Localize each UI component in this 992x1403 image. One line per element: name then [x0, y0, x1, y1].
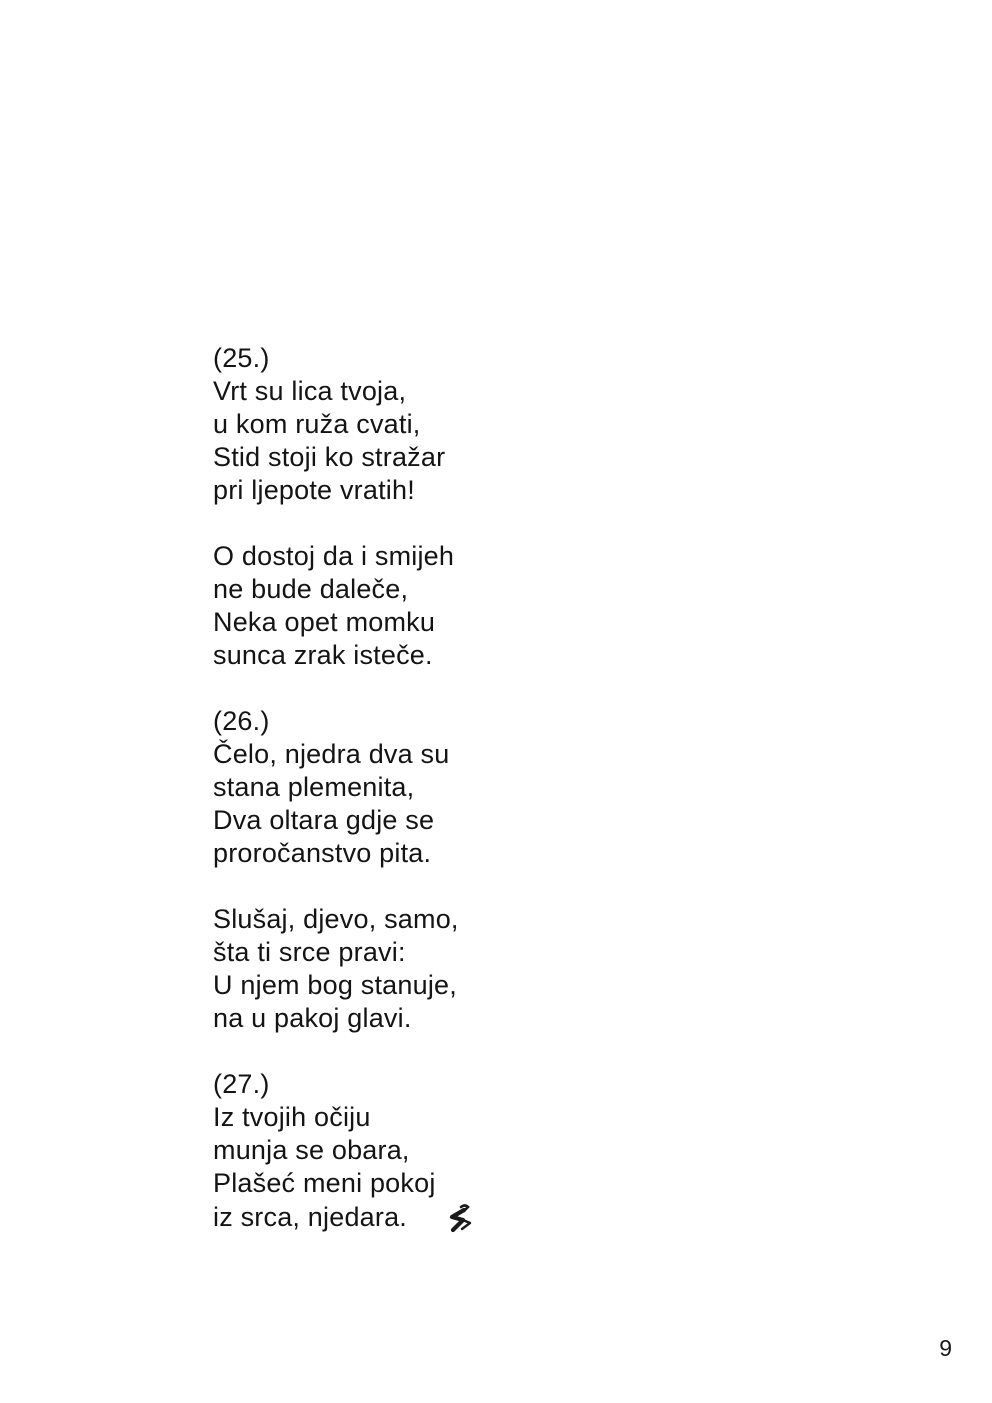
stanza-25-continued	[213, 540, 473, 672]
poem-line: O dostoj da i smijeh	[213, 541, 455, 571]
poem-line: na u pakoj glavi.	[213, 1003, 412, 1033]
page-number: 9	[939, 1335, 952, 1361]
poem-line: proročanstvo pita.	[213, 838, 432, 868]
poem-line: pri ljepote vratih!	[213, 475, 415, 505]
stanza-27	[213, 1068, 473, 1234]
poem-line: munja se obara,	[213, 1135, 410, 1165]
scribble-mark-icon	[447, 1204, 473, 1234]
poem-line: Čelo, njedra dva su	[213, 739, 450, 769]
stanza-25	[213, 342, 473, 507]
poem-last-line-row	[213, 1200, 473, 1234]
poem-line: Iz tvojih očiju	[213, 1102, 371, 1132]
poem-line: sunca zrak isteče.	[213, 640, 433, 670]
stanza-number: (27.)	[213, 1069, 270, 1099]
poem-line: ne bude daleče,	[213, 574, 409, 604]
poem-line: Stid stoji ko stražar	[213, 442, 446, 472]
poem-line: Slušaj, djevo, samo,	[213, 904, 459, 934]
stanza-number: (26.)	[213, 706, 270, 736]
poem-line: Plašeć meni pokoj	[213, 1168, 436, 1198]
poem-line: Vrt su lica tvoja,	[213, 376, 407, 406]
poem-text-block	[213, 342, 473, 1234]
poem-line: u kom ruža cvati,	[213, 409, 421, 439]
poem-line: iz srca, njedara.	[213, 1201, 407, 1232]
poem-line: Dva oltara gdje se	[213, 805, 435, 835]
poem-line: šta ti srce pravi:	[213, 937, 406, 967]
stanza-number: (25.)	[213, 343, 270, 373]
stanza-26	[213, 705, 473, 870]
poem-line: Neka opet momku	[213, 607, 436, 637]
poem-line: stana plemenita,	[213, 772, 415, 802]
stanza-26-continued	[213, 903, 473, 1035]
poem-line: U njem bog stanuje,	[213, 970, 457, 1000]
